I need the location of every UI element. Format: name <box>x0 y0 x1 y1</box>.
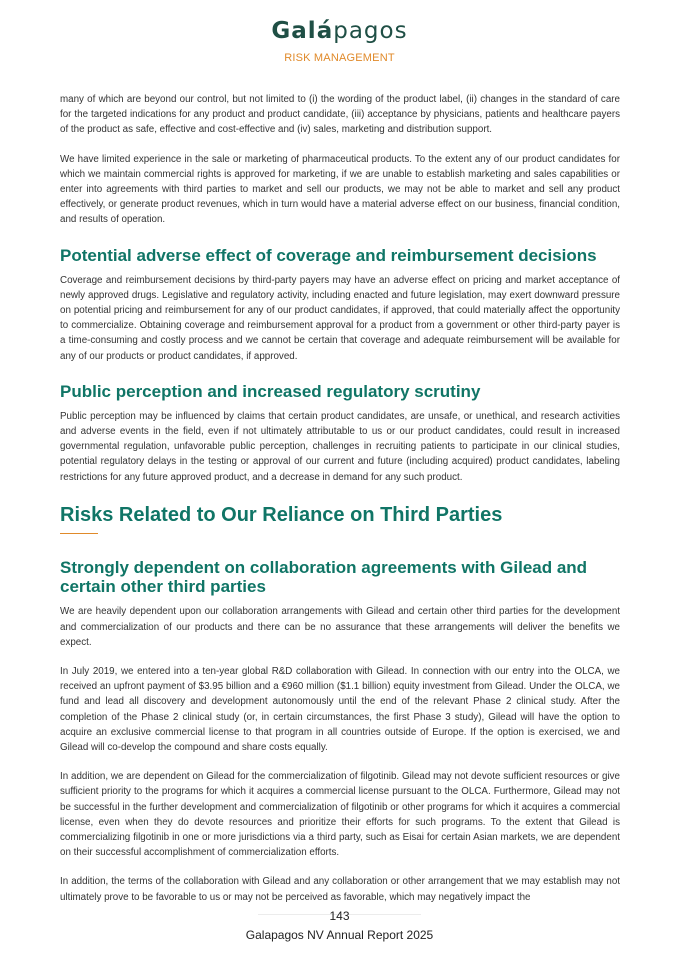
paragraph-coverage-reimbursement: Coverage and reimbursement decisions by third-party payers may have an adverse effect on pricing and market acceptance of newly approved drugs. Legislative and regulatory activity, including enacted and future legislation, may exert downward pressure on potential pricing and reimbursement for any of our product candidates, if approved, that could materially affect the opportunity to commercialize. Obtaining coverage and reimbursement approval for a product from a government or other third-party payer is a time-consuming and costly process and we cannot be certain that coverage and adequate reimbursement will be available for any of our products or product candidates, if approved. <box>60 274 620 362</box>
paragraph-collaboration-arrangements: We are heavily dependent upon our collaboration arrangements with Gilead and certain other third parties for the development and commercialization of our products and there can be no assurance that these arrangements will deliver the benefits we expect. <box>60 606 620 648</box>
heading-underline <box>60 533 98 535</box>
heading-coverage-reimbursement: Potential adverse effect of coverage and reimbursement decisions <box>60 245 597 265</box>
heading-third-party-risks: Risks Related to Our Reliance on Third Parties <box>60 503 503 526</box>
page-content <box>60 92 620 919</box>
page-number: 143 <box>329 909 350 923</box>
paragraph-filgotinib-commercialization: In addition, we are dependent on Gilead for the commercialization of filgotinib. Gilead may not devote sufficient resources or give sufficient priority to the programs for which it acquires a commercial license pursuant to the OLCA. Furthermore, Gilead may not be successful in the further development and commercialization of filgotinib or other programs for which it acquires a commercial license, even when they do devote resources and prioritize their efforts for such programs. To the extent that Gilead is commercializing filgotinib in one or more jurisdictions via a third party, such as Eisai for certain Asian markets, we are dependent on their successful accomplishment of commercialization efforts. <box>60 771 620 859</box>
paragraph-limited-experience: We have limited experience in the sale or marketing of pharmaceutical products. To the extent any of our product candidates for which we maintain commercial rights is approved for marketing, if we are unable to establish marketing and sales capabilities or enter into agreements with third parties to market and sell our products, we may not be able to market and sell any product effectively, or generate product revenues, which in turn would have a material adverse effect on our business, financial condition, and results of operation. <box>60 153 620 226</box>
heading-public-perception: Public perception and increased regulatory scrutiny <box>60 381 481 401</box>
company-logo: Galápagos <box>271 18 408 44</box>
heading-gilead-dependence: Strongly dependent on collaboration agreements with Gilead and certain other third parties <box>60 558 588 597</box>
paragraph-public-perception: Public perception may be influenced by claims that certain product candidates, are unsafe, or unethical, and research activities and adverse events in the field, even if not ultimately attributable to us or our product candidates, could result in increased governmental regulation, unfavorable public perception, challenges in recruiting patients to participate in our clinical studies, potential regulatory delays in the testing or approval of our current and future (including acquired) product candidates, labeling restrictions for any future approved product, and a decrease in demand for any such product. <box>60 410 620 483</box>
paragraph-product-acceptance: many of which are beyond our control, but not limited to (i) the wording of the product label, (ii) changes in the standard of care for the targeted indications for any product and product candidate, (iii) acceptance by physicians, patients and healthcare payers of the product as safe, effective and cost-effective and (iv) sales, marketing and distribution support. <box>60 94 620 136</box>
paragraph-olca-agreement: In July 2019, we entered into a ten-year global R&D collaboration with Gilead. In connection with our entry into the OLCA, we received an upfront payment of $3.95 billion and a €960 million ($1.1 billion) equity investment from Gilead. Under the OLCA, we fund and lead all discovery and development autonomously until the end of the relevant Phase 2 clinical study. After the completion of the Phase 2 clinical study (or, in certain circumstances, the first Phase 3 study), Gilead will have the option to acquire an exclusive commercial license to that program in all countries outside of Europe. If the option is exercised, we and Gilead will co-develop the compound and share costs equally. <box>60 665 620 753</box>
report-title: Galapagos NV Annual Report 2025 <box>245 928 434 942</box>
paragraph-collaboration-terms: In addition, the terms of the collaboration with Gilead and any collaboration or other arrangement that we may establish may not ultimately prove to be favorable to us or may not be perceived as favorable, which may negatively impact the <box>60 876 620 903</box>
section-label: RISK MANAGEMENT <box>284 52 395 64</box>
